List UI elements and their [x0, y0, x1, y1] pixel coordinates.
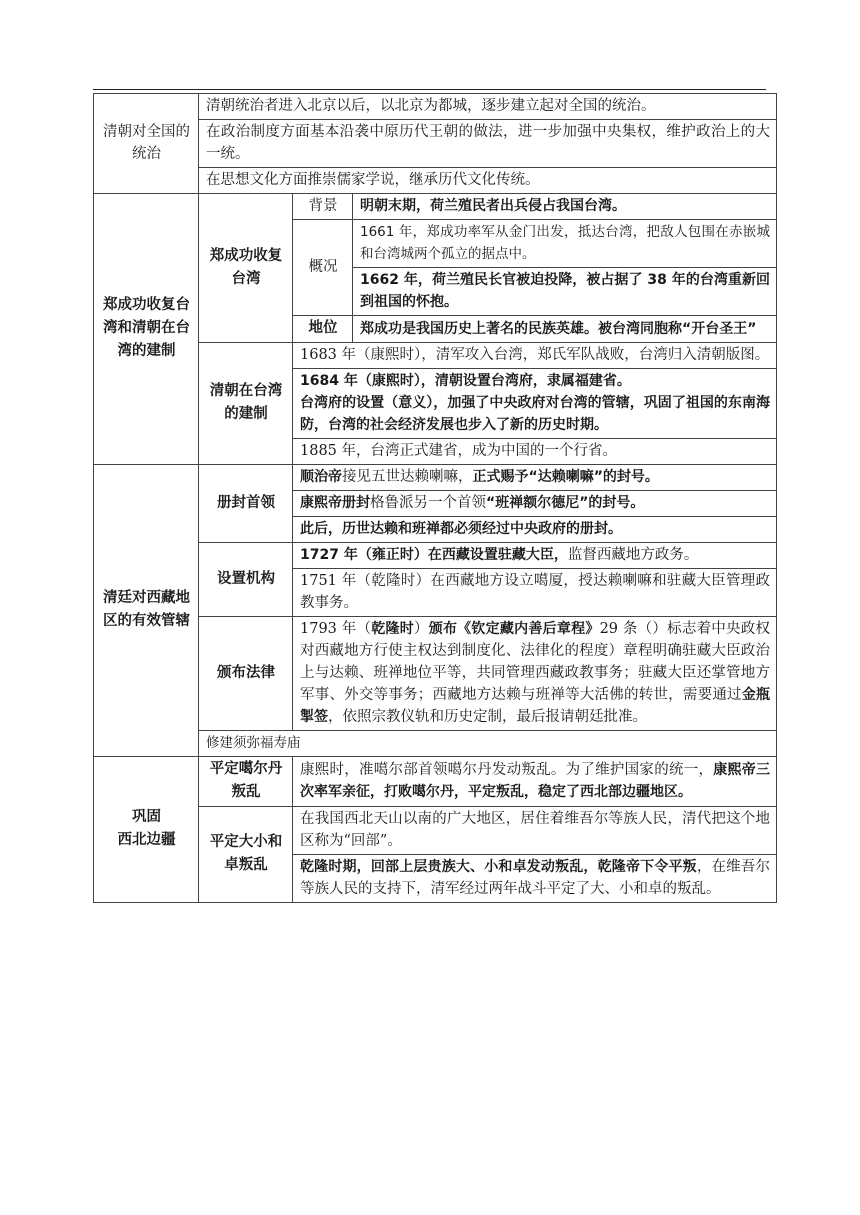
- canonize-line-2: 康熙帝册封格鲁派另一个首领“班禅额尔德尼”的封号。: [293, 491, 777, 517]
- taiwan-admin-item-2a: 1684 年（康熙时），清朝设置台湾府，隶属福建省。: [300, 373, 631, 389]
- table-row: [94, 94, 777, 120]
- overview-text-2: 1662 年，荷兰殖民长官被迫投降，被占据了 38 年的台湾重新回到祖国的怀抱。: [353, 268, 777, 316]
- label-overview: 概况: [293, 220, 353, 316]
- taiwan-admin-item-2b: 台湾府的设置（意义），加强了中央政府对台湾的管辖，巩固了祖国的东南海防，台湾的社会经济发展也步入了新的历史时期。: [300, 395, 770, 433]
- background-text: 明朝末期，荷兰殖民者出兵侵占我国台湾。: [353, 194, 777, 220]
- qing-rule-item-3: 在思想文化方面推崇儒家学说，继承历代文化传统。: [199, 168, 777, 194]
- table-row: [94, 757, 777, 807]
- subsection-qing-taiwan: 清朝在台湾的建制: [199, 343, 293, 465]
- taiwan-admin-item-3: 1885 年，台湾正式建省，成为中国的一个行省。: [293, 439, 777, 465]
- section-title-tibet: 清廷对西藏地区的有效管辖: [94, 465, 199, 757]
- canonize-line-3: 此后，历世达赖和班禅都必须经过中央政府的册封。: [293, 517, 777, 543]
- subsection-galdan: 平定噶尔丹叛乱: [199, 757, 293, 807]
- agency-line-2: 1751 年（乾隆时）在西藏地方设立噶厦，授达赖喇嘛和驻藏大臣管理政教事务。: [293, 569, 777, 617]
- temple-text: 修建须弥福寿庙: [199, 731, 777, 757]
- section-title-northwest: 巩固 西北边疆: [94, 757, 199, 903]
- table-row: [94, 465, 777, 491]
- hoja-text-2: 乾隆时期，回部上层贵族大、小和卓发动叛乱，乾隆帝下令平叛，在维吾尔等族人民的支持下，清军经过两年战斗平定了大、小和卓的叛乱。: [293, 855, 777, 903]
- galdan-text: 康熙时，准噶尔部首领噶尔丹发动叛乱。为了维护国家的统一，康熙帝三次率军亲征，打败噶尔丹，平定叛乱，稳定了西北部边疆地区。: [293, 757, 777, 807]
- subsection-canonize: 册封首领: [199, 465, 293, 543]
- subsection-hoja: 平定大小和卓叛乱: [199, 807, 293, 903]
- table-row: [94, 194, 777, 220]
- status-text: 郑成功是我国历史上著名的民族英雄。被台湾同胞称“开台圣王”: [353, 316, 777, 343]
- taiwan-admin-item-1: 1683 年（康熙时），清军攻入台湾，郑氏军队战败，台湾归入清朝版图。: [293, 343, 777, 369]
- law-text: 1793 年（乾隆时）颁布《钦定藏内善后章程》29 条（）标志着中央政权对西藏地方行使主权达到制度化、法律化的程度）章程明确驻藏大臣政治上与达赖、班禅地位平等，共同管理西藏政教事务；驻藏大臣还掌管地方军事、外交等事务；西藏地方达赖与班禅等大活佛的转世，需要通过金瓶掣签，依照宗教仪轨和历史定制，最后报请朝廷批准。: [293, 617, 777, 731]
- history-summary-table: [93, 93, 777, 903]
- hoja-text-1: 在我国西北天山以南的广大地区，居住着维吾尔等族人民，清代把这个地区称为“回部”。: [293, 807, 777, 855]
- header-rule: [93, 89, 766, 90]
- subsection-zheng-chenggong: 郑成功收复台湾: [199, 194, 293, 343]
- agency-line-1: 1727 年（雍正时）在西藏设置驻藏大臣，监督西藏地方政务。: [293, 543, 777, 569]
- section-title-qing-rule: 清朝对全国的统治: [94, 94, 199, 194]
- overview-text-1: 1661 年，郑成功率军从金门出发，抵达台湾，把敌人包围在赤嵌城和台湾城两个孤立的据点中。: [353, 220, 777, 268]
- qing-rule-item-1: 清朝统治者进入北京以后，以北京为都城，逐步建立起对全国的统治。: [199, 94, 777, 120]
- subsection-law: 颁布法律: [199, 617, 293, 731]
- canonize-line-1: 顺治帝接见五世达赖喇嘛，正式赐予“达赖喇嘛”的封号。: [293, 465, 777, 491]
- section-title-taiwan: 郑成功收复台湾和清朝在台湾的建制: [94, 194, 199, 465]
- subsection-agency: 设置机构: [199, 543, 293, 617]
- taiwan-admin-item-2: [293, 369, 777, 439]
- label-background: 背景: [293, 194, 353, 220]
- label-status: 地位: [293, 316, 353, 343]
- qing-rule-item-2: 在政治制度方面基本沿袭中原历代王朝的做法，进一步加强中央集权，维护政治上的大一统。: [199, 120, 777, 168]
